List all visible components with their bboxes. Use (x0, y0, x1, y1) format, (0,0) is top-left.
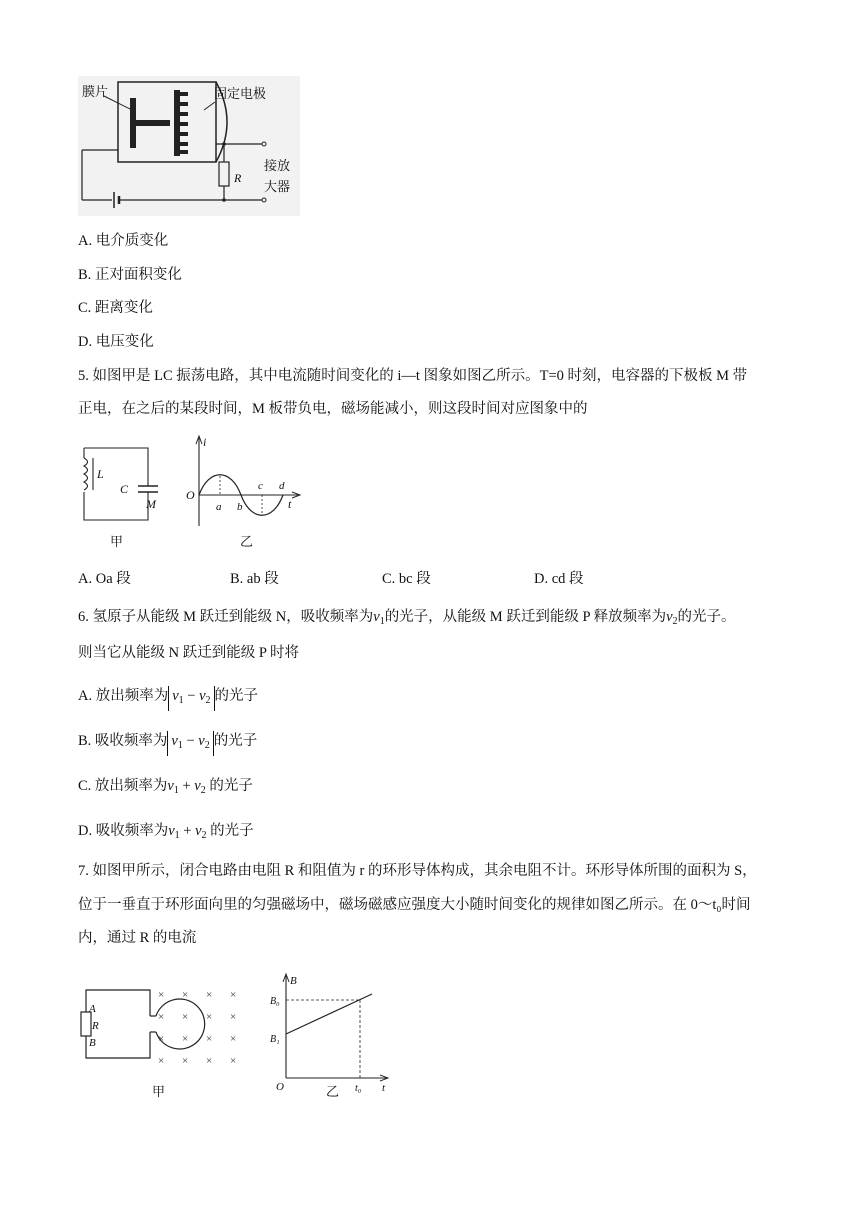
magnetic-field-cross: × (182, 1055, 189, 1067)
magnetic-field-cross: × (182, 989, 189, 1001)
ring-circuit-figure (78, 980, 250, 1100)
magnetic-field-cross: × (206, 1011, 213, 1023)
q7-stem-line1: 7. 如图甲所示，闭合电路由电阻 R 和阻值为 r 的环形导体构成，其余电阻不计。环形导体所围的面积为 S， (78, 863, 757, 879)
b1-label: B₁ (270, 1034, 280, 1045)
point-a-label: A (89, 1003, 96, 1015)
plate-m-label: M (146, 497, 156, 511)
magnetic-field-cross: × (182, 1011, 189, 1023)
q5-stem-line2: 正电，在之后的某段时间，M 板带负电，磁场能减小，则这段时间对应图象中的 (78, 401, 588, 417)
magnetic-field-cross: × (158, 1055, 165, 1067)
origin-label: O (276, 1081, 284, 1093)
t0-label: t₀ (355, 1083, 362, 1094)
point-c-label: c (258, 480, 263, 492)
magnetic-field-cross: × (206, 989, 213, 1001)
it-graph-figure (184, 432, 308, 550)
axis-t-label: t (382, 1082, 386, 1094)
axis-i-label: i (203, 435, 207, 449)
q5-option-b: B. ab 段 (230, 571, 279, 587)
amplifier-label-line1: 接放 (264, 158, 291, 173)
magnetic-field-cross: × (230, 989, 237, 1001)
q6-stem-line1: 6. 氢原子从能级 M 跃迁到能级 N，吸收频率为$\nu_1$的光子，从能级 M 跃迁到能级 P 释放频率为$\nu_2$的光子。 (78, 609, 736, 627)
figure-caption-yi: 乙 (240, 534, 254, 549)
magnetic-field-cross: × (182, 1033, 189, 1045)
q6-option-d: D. 吸收频率为$\nu_1 + \nu_2$ 的光子 (78, 823, 254, 841)
resistor-label: R (234, 171, 242, 185)
inductor-label: L (97, 467, 104, 481)
magnetic-field-cross: × (206, 1055, 213, 1067)
q5-stem-line1: 5. 如图甲是 LC 振荡电路，其中电流随时间变化的 i—t 图象如图乙所示。T=0 时刻，电容器的下极板 M 带 (78, 368, 748, 384)
q5-option-c: C. bc 段 (382, 571, 431, 587)
microphone-circuit-figure (78, 76, 300, 216)
q6-option-c: C. 放出频率为$\nu_1 + \nu_2$ 的光子 (78, 778, 253, 796)
q4-option-c: C. 距离变化 (78, 300, 153, 316)
magnetic-field-cross: × (158, 1011, 165, 1023)
magnetic-field-cross: × (158, 989, 165, 1001)
q7-stem-line2: 位于一垂直于环形面向里的匀强磁场中，磁场磁感应强度大小随时间变化的规律如图乙所示。在 0～t₀时间 (78, 897, 751, 913)
origin-label: O (186, 488, 195, 502)
bt-graph-figure (268, 966, 398, 1100)
q6-stem-line2: 则当它从能级 N 跃迁到能级 P 时将 (78, 645, 299, 661)
q6-option-a: A. 放出频率为 $\nu_1 - \nu_2$ 的光子 (78, 686, 258, 711)
magnetic-field-cross: × (206, 1033, 213, 1045)
q4-option-a: A. 电介质变化 (78, 233, 169, 249)
figure-caption-jia: 甲 (110, 534, 124, 549)
b0-label: B₀ (270, 996, 280, 1007)
point-d-label: d (279, 480, 285, 492)
axis-t-label: t (288, 497, 292, 511)
lc-circuit-figure (78, 440, 158, 552)
resistor-r-label: R (92, 1020, 99, 1032)
q5-option-a: A. Oa 段 (78, 571, 131, 587)
figure-caption-jia: 甲 (152, 1084, 166, 1099)
q6-option-b: B. 吸收频率为 $\nu_1 - \nu_2$ 的光子 (78, 731, 257, 756)
magnetic-field-cross: × (158, 1033, 165, 1045)
capacitor-label: C (120, 482, 129, 496)
figure-caption-yi: 乙 (326, 1084, 340, 1099)
q4-option-b: B. 正对面积变化 (78, 267, 182, 283)
q5-option-d: D. cd 段 (534, 571, 584, 587)
magnetic-field-cross: × (230, 1033, 237, 1045)
point-a-label: a (216, 501, 222, 513)
diaphragm-label: 膜片 (82, 84, 109, 99)
magnetic-field-cross: × (230, 1055, 237, 1067)
fixed-plate-label: 固定电极 (214, 86, 267, 101)
amplifier-label-line2: 大器 (264, 179, 291, 194)
axis-b-label: B (290, 975, 297, 987)
point-b-label: b (237, 501, 243, 513)
q4-option-d: D. 电压变化 (78, 334, 154, 350)
point-b-label: B (89, 1037, 96, 1049)
magnetic-field-cross: × (230, 1011, 237, 1023)
q7-stem-line3: 内，通过 R 的电流 (78, 930, 197, 946)
